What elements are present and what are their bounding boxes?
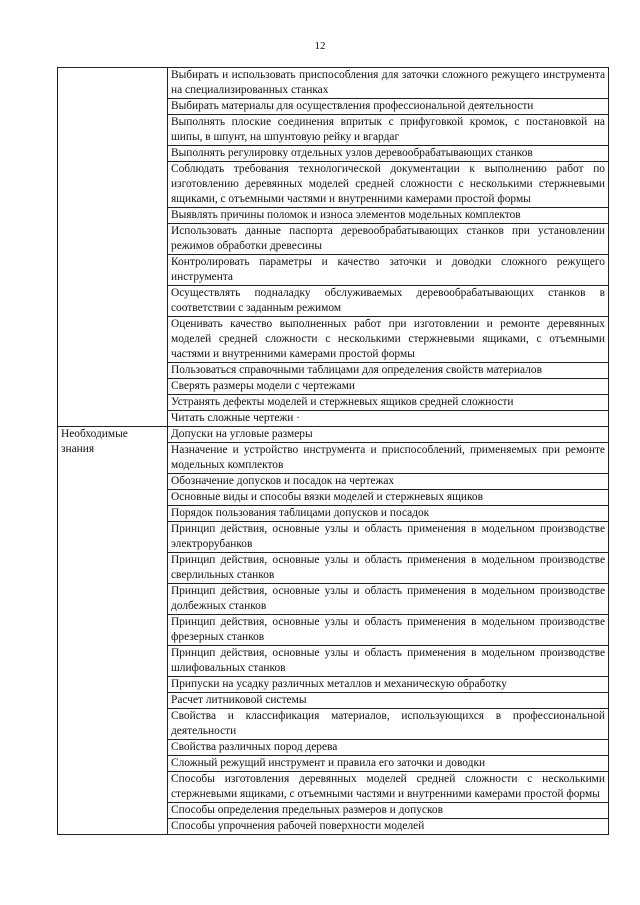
requirement-cell: Принцип действия, основные узлы и область применения в модельном производстве фрезерных станков bbox=[168, 615, 609, 646]
section-label: Необходимые знания bbox=[61, 428, 128, 455]
requirement-cell: Устранять дефекты моделей и стержневых ящиков средней сложности bbox=[168, 395, 609, 411]
requirement-cell: Порядок пользования таблицами допусков и посадок bbox=[168, 506, 609, 522]
requirement-cell: Допуски на угловые размеры bbox=[168, 427, 609, 443]
requirement-cell: Читать сложные чертежи · bbox=[168, 411, 609, 427]
requirement-cell: Соблюдать требования технологической документации к выполнению работ по изготовлению деревянных моделей средней сложности с несколькими стержневыми ящиками, с отъемными частями и внутренними камерами простой формы bbox=[168, 162, 609, 208]
requirement-cell: Способы изготовления деревянных моделей средней сложности с несколькими стержневыми ящиками, с отъемными частями и внутренними камерами простой формы bbox=[168, 772, 609, 803]
requirement-cell: Контролировать параметры и качество заточки и доводки сложного режущего инструмента bbox=[168, 255, 609, 286]
table-row bbox=[58, 427, 609, 443]
requirement-cell: Назначение и устройство инструмента и приспособлений, применяемых при ремонте модельных комплектов bbox=[168, 443, 609, 474]
requirement-cell: Использовать данные паспорта деревообрабатывающих станков при установлении режимов обработки древесины bbox=[168, 224, 609, 255]
requirement-cell: Расчет литниковой системы bbox=[168, 693, 609, 709]
requirement-cell: Свойства и классификация материалов, использующихся в профессиональной деятельности bbox=[168, 709, 609, 740]
requirement-cell: Сверять размеры модели с чертежами bbox=[168, 379, 609, 395]
requirement-cell: Обозначение допусков и посадок на чертежах bbox=[168, 474, 609, 490]
requirement-cell: Свойства различных пород дерева bbox=[168, 740, 609, 756]
requirement-cell: Принцип действия, основные узлы и область применения в модельном производстве электрорубанков bbox=[168, 522, 609, 553]
requirement-cell: Припуски на усадку различных металлов и механическую обработку bbox=[168, 677, 609, 693]
requirement-cell: Сложный режущий инструмент и правила его заточки и доводки bbox=[168, 756, 609, 772]
section-label-cell bbox=[58, 427, 168, 835]
section-label-cell bbox=[58, 68, 168, 427]
requirements-table-body bbox=[58, 68, 609, 835]
requirement-cell: Пользоваться справочными таблицами для определения свойств материалов bbox=[168, 363, 609, 379]
requirement-cell: Осуществлять подналадку обслуживаемых деревообрабатывающих станков в соответствии с заданным режимом bbox=[168, 286, 609, 317]
requirement-cell: Способы определения предельных размеров и допусков bbox=[168, 803, 609, 819]
requirement-cell: Выполнять регулировку отдельных узлов деревообрабатывающих станков bbox=[168, 146, 609, 162]
requirement-cell: Основные виды и способы вязки моделей и стержневых ящиков bbox=[168, 490, 609, 506]
requirement-cell: Принцип действия, основные узлы и область применения в модельном производстве шлифовальных станков bbox=[168, 646, 609, 677]
requirement-cell: Выбирать материалы для осуществления профессиональной деятельности bbox=[168, 99, 609, 115]
requirement-cell: Оценивать качество выполненных работ при изготовлении и ремонте деревянных моделей средней сложности с несколькими стержневыми ящиками, с отъемными частями и внутренними камерами простой формы bbox=[168, 317, 609, 363]
requirement-cell: Выбирать и использовать приспособления для заточки сложного режущего инструмента на специализированных станках bbox=[168, 68, 609, 99]
table-row bbox=[58, 68, 609, 99]
requirement-cell: Выявлять причины поломок и износа элементов модельных комплектов bbox=[168, 208, 609, 224]
requirement-cell: Принцип действия, основные узлы и область применения в модельном производстве сверлильных станков bbox=[168, 553, 609, 584]
requirement-cell: Выполнять плоские соединения впритык с прифуговкой кромок, с постановкой на шипы, в шпунт, на шпунтовую рейку и вгардаг bbox=[168, 115, 609, 146]
page-number: 12 bbox=[314, 40, 326, 52]
requirement-cell: Способы упрочнения рабочей поверхности моделей bbox=[168, 819, 609, 835]
requirements-table bbox=[57, 67, 609, 835]
requirement-cell: Принцип действия, основные узлы и область применения в модельном производстве долбежных станков bbox=[168, 584, 609, 615]
